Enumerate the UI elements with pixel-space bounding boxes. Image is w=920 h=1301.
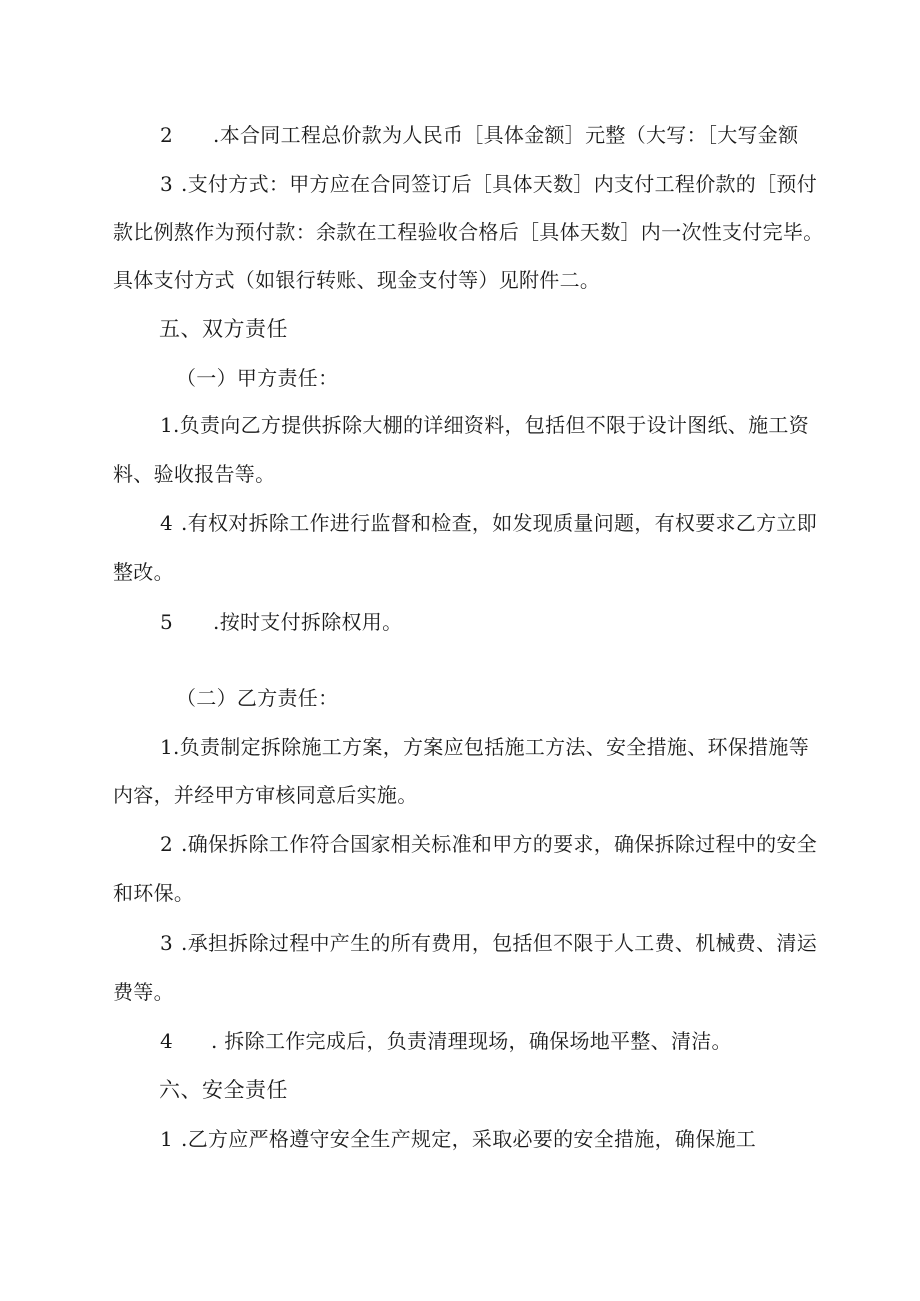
item-text: .负责制定拆除施工方案，方案应包括施工方法、安全措施、环保措施等 bbox=[173, 735, 809, 759]
item-number: 3 bbox=[160, 172, 174, 196]
item-number: 3 bbox=[160, 931, 174, 955]
party-b-item-2-continuation bbox=[113, 881, 194, 905]
party-b-item-3 bbox=[160, 931, 817, 955]
party-a-item-4-continuation bbox=[113, 560, 174, 584]
item-text: .负责向乙方提供拆除大棚的详细资料，包括但不限于设计图纸、施工资 bbox=[173, 413, 809, 437]
subsection-heading-party-a: （一）甲方责任： bbox=[176, 366, 339, 390]
payment-item-3 bbox=[160, 172, 817, 196]
subsection-heading-party-b: （二）乙方责任： bbox=[176, 686, 339, 710]
item-text: 费等。 bbox=[113, 980, 174, 1004]
payment-item-2 bbox=[160, 123, 798, 147]
item-number: 2 bbox=[160, 832, 174, 856]
party-b-item-2 bbox=[160, 832, 817, 856]
item-text: . 拆除工作完成后，负责清理现场，确保场地平整、清洁。 bbox=[211, 1029, 732, 1053]
item-text: .有权对拆除工作进行监督和检查，如发现质量问题，有权要求乙方立即 bbox=[181, 511, 817, 535]
item-number: 4 bbox=[160, 1029, 174, 1053]
party-b-item-1 bbox=[160, 735, 809, 759]
item-number: 1 bbox=[160, 1127, 174, 1151]
party-b-item-4 bbox=[160, 1029, 732, 1053]
item-text: .本合同工程总价款为人民币［具体金额］元整（大写：［大写金额 bbox=[213, 123, 799, 147]
item-text: .支付方式：甲方应在合同签订后［具体天数］内支付工程价款的［预付 bbox=[181, 172, 817, 196]
item-text: 料、验收报告等。 bbox=[113, 462, 276, 486]
party-a-item-4 bbox=[160, 511, 817, 535]
item-text: .承担拆除过程中产生的所有费用，包括但不限于人工费、机械费、清运 bbox=[181, 931, 817, 955]
item-number: 5 bbox=[160, 610, 174, 634]
item-number: 1 bbox=[160, 735, 174, 759]
safety-item-1 bbox=[160, 1127, 756, 1151]
item-number: 1 bbox=[160, 413, 174, 437]
party-a-item-1-continuation bbox=[113, 462, 275, 486]
item-text: .乙方应严格遵守安全生产规定，采取必要的安全措施，确保施工 bbox=[181, 1127, 757, 1151]
party-b-item-1-continuation bbox=[113, 783, 418, 807]
payment-item-3-continuation bbox=[113, 268, 600, 292]
item-text: 具体支付方式（如银行转账、现金支付等）见附件二。 bbox=[113, 268, 601, 292]
section-heading: 六、安全责任 bbox=[159, 1078, 288, 1102]
item-text: .确保拆除工作符合国家相关标准和甲方的要求，确保拆除过程中的安全 bbox=[181, 832, 817, 856]
item-text: .按时支付拆除权用。 bbox=[213, 610, 403, 634]
item-number: 4 bbox=[160, 511, 174, 535]
party-a-item-1 bbox=[160, 413, 809, 437]
party-a-item-5 bbox=[160, 610, 402, 634]
party-b-item-3-continuation bbox=[113, 980, 174, 1004]
item-text: 款比例熬作为预付款：余款在工程验收合格后［具体天数］内一次性支付完毕。 bbox=[113, 220, 824, 244]
payment-item-3-continuation bbox=[113, 220, 824, 244]
item-number: 2 bbox=[160, 123, 174, 147]
item-text: 整改。 bbox=[113, 560, 174, 584]
item-text: 内容，并经甲方审核同意后实施。 bbox=[113, 783, 418, 807]
section-heading: 五、双方责任 bbox=[159, 317, 288, 341]
item-text: 和环保。 bbox=[113, 881, 195, 905]
